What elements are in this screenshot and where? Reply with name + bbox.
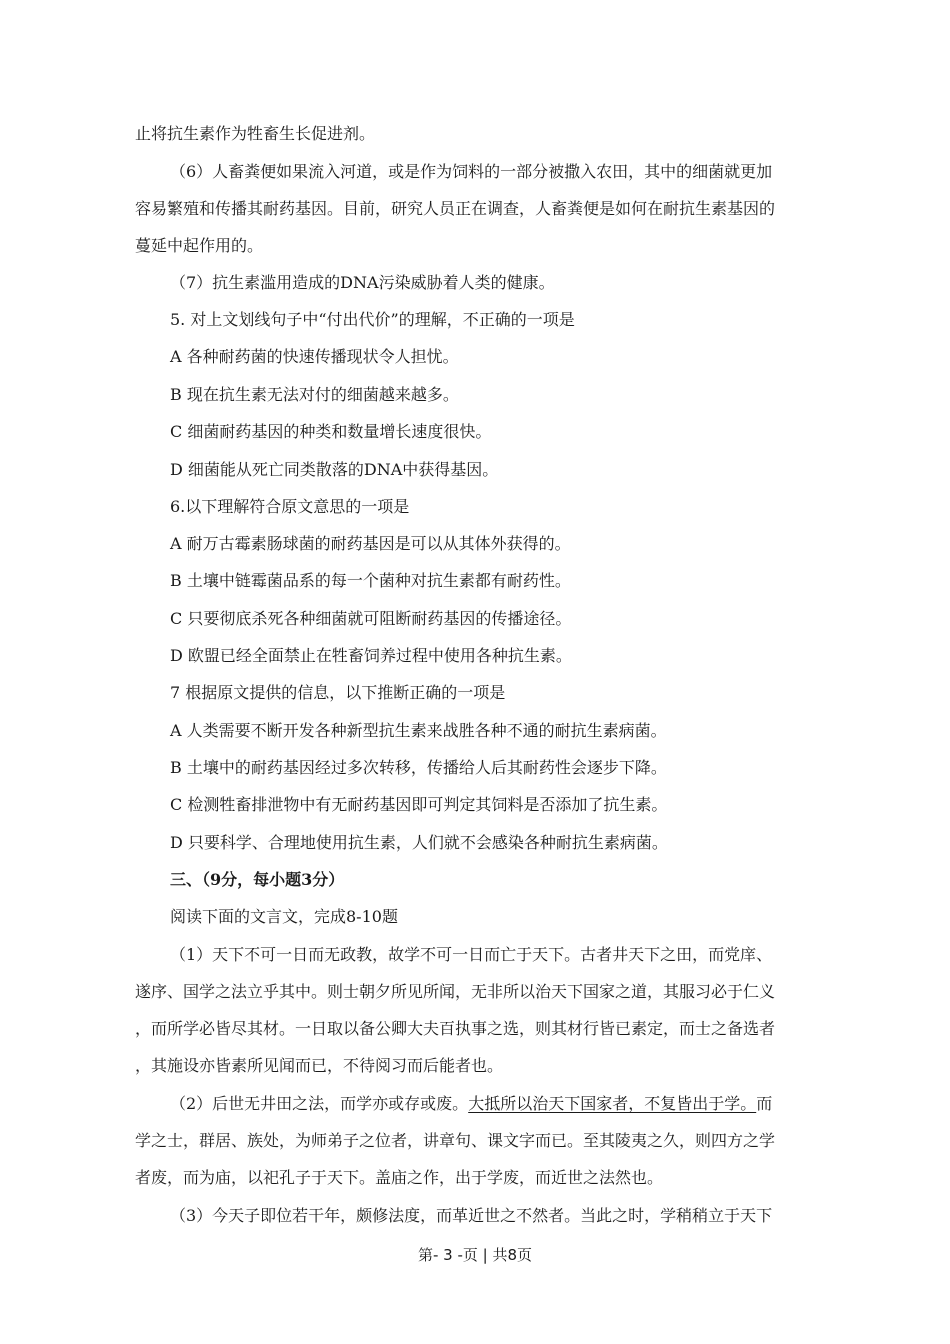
text-line: （3）今天子即位若干年，颇修法度，而革近世之不然者。当此之时，学稍稍立于天下 bbox=[170, 1206, 773, 1225]
option-6d: D 欧盟已经全面禁止在牲畜饲养过程中使用各种抗生素。 bbox=[170, 646, 572, 665]
option-7d: D 只要科学、合理地使用抗生素，人们就不会感染各种耐抗生素病菌。 bbox=[170, 833, 668, 852]
question-6: 6.以下理解符合原文意思的一项是 bbox=[170, 497, 410, 516]
text-line: 蔓延中起作用的。 bbox=[135, 236, 264, 255]
page-footer: 第- 3 -页 | 共8页 bbox=[417, 1246, 533, 1264]
underlined-sentence: 大抵所以治天下国家者，不复皆出于学。 bbox=[468, 1094, 757, 1113]
text-line: 学之士，群居、族处，为师弟子之位者，讲章句、课文字而已。至其陵夷之久，则四方之学 bbox=[135, 1131, 776, 1150]
instruction: 阅读下面的文言文，完成8-10题 bbox=[170, 907, 398, 926]
text-line: ，而所学必皆尽其材。一日取以备公卿大夫百执事之选，则其材行皆已素定，而士之备选者 bbox=[135, 1019, 776, 1038]
question-7: 7 根据原文提供的信息，以下推断正确的一项是 bbox=[170, 683, 506, 702]
text-segment: 而 bbox=[756, 1094, 773, 1113]
text-line: （7）抗生素滥用造成的DNA污染威胁着人类的健康。 bbox=[170, 273, 555, 292]
option-5b: B 现在抗生素无法对付的细菌越来越多。 bbox=[170, 385, 459, 404]
text-line: 容易繁殖和传播其耐药基因。目前，研究人员正在调查，人畜粪便是如何在耐抗生素基因的 bbox=[135, 199, 776, 218]
section-heading: 三、（9分，每小题3分） bbox=[170, 870, 345, 889]
option-7b: B 土壤中的耐药基因经过多次转移，传播给人后其耐药性会逐步下降。 bbox=[170, 758, 667, 777]
option-5c: C 细菌耐药基因的种类和数量增长速度很快。 bbox=[170, 422, 492, 441]
text-line-with-underline bbox=[170, 1093, 772, 1115]
option-6c: C 只要彻底杀死各种细菌就可阻断耐药基因的传播途径。 bbox=[170, 609, 572, 628]
text-line: 止将抗生素作为牲畜生长促进剂。 bbox=[135, 124, 376, 143]
question-5: 5. 对上文划线句子中“付出代价”的理解，不正确的一项是 bbox=[170, 310, 575, 329]
option-5a: A 各种耐药菌的快速传播现状令人担忧。 bbox=[170, 347, 459, 366]
text-line: 者废，而为庙，以祀孔子于天下。盖庙之作，出于学废，而近世之法然也。 bbox=[135, 1168, 664, 1187]
option-6a: A 耐万古霉素肠球菌的耐药基因是可以从其体外获得的。 bbox=[170, 534, 571, 553]
option-5d: D 细菌能从死亡同类散落的DNA中获得基因。 bbox=[170, 460, 499, 479]
text-line: （1）天下不可一日而无政教，故学不可一日而亡于天下。古者井天下之田，而党庠、 bbox=[170, 945, 773, 964]
text-line: 遂序、国学之法立乎其中。则士朝夕所见所闻，无非所以治天下国家之道，其服习必于仁义 bbox=[135, 982, 776, 1001]
text-segment: （2）后世无井田之法，而学亦或存或废。 bbox=[170, 1094, 469, 1113]
option-6b: B 土壤中链霉菌品系的每一个菌种对抗生素都有耐药性。 bbox=[170, 571, 571, 590]
option-7a: A 人类需要不断开发各种新型抗生素来战胜各种不通的耐抗生素病菌。 bbox=[170, 721, 667, 740]
text-line: ，其施设亦皆素所见闻而已，不待阅习而后能者也。 bbox=[135, 1056, 504, 1075]
option-7c: C 检测牲畜排泄物中有无耐药基因即可判定其饲料是否添加了抗生素。 bbox=[170, 795, 668, 814]
text-line: （6）人畜粪便如果流入河道，或是作为饲料的一部分被撒入农田，其中的细菌就更加 bbox=[170, 162, 773, 181]
